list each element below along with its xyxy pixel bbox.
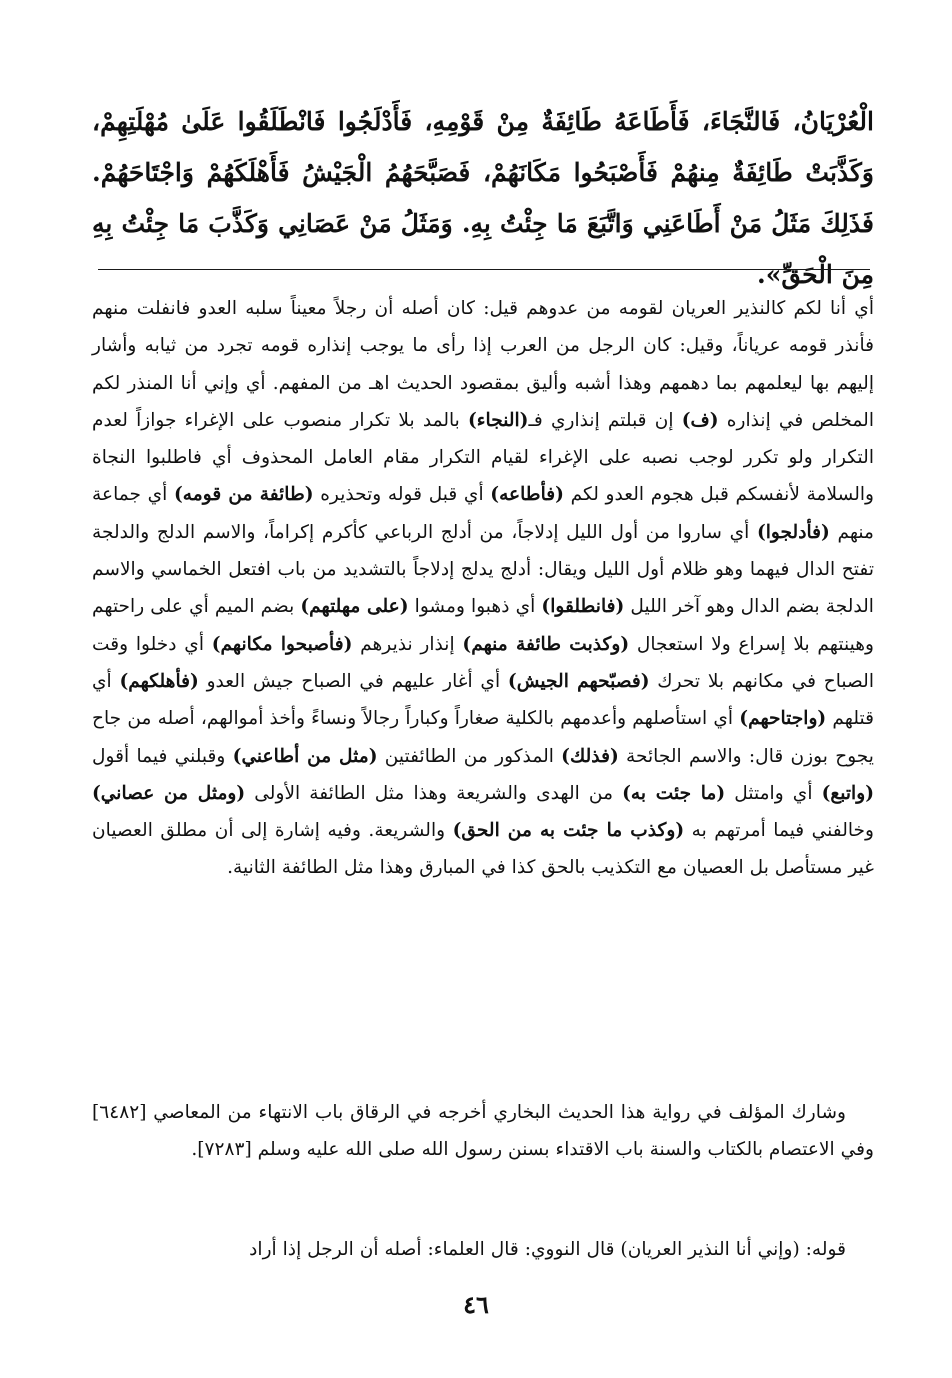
commentary-term: (فأهلكهم) <box>119 670 199 692</box>
commentary-paragraph <box>92 290 874 887</box>
commentary-term: (فأصبحوا مكانهم) <box>211 633 353 655</box>
commentary-term: (وكذب ما جئت به من الحق) <box>452 820 685 842</box>
commentary-segment: وخالفني فيما أمرتهم به <box>684 820 875 842</box>
commentary-segment: أي دخلوا وقت الصباح في مكانهم بلا تحرك <box>92 633 874 692</box>
commentary-term: (فانطلقوا) <box>541 596 625 618</box>
commentary-segment: والشريعة. وفيه إشارة إلى أن مطلق العصيان غير مستأصل بل العصيان مع التكذيب بالحق كذا في المبارق وهذا مثل الطائفة الثانية. <box>92 820 874 879</box>
nawawi-quote-paragraph: قوله: (وإني أنا النذير العريان) قال النووي: قال العلماء: أصله أن الرجل إذا أراد <box>249 1239 846 1260</box>
commentary-segment: أي ذهبوا ومشوا <box>408 596 542 618</box>
commentary-term: (ومثل من عصاني) <box>92 782 246 804</box>
commentary-segment: أي ساروا من أول الليل إدلاجاً، من أدلج الرباعي كأكرم إكراماً، والاسم الدلج والدلجة تفتح الدال فيهما وهو ظلام أول الليل ويقال: أدلج يدلج إدلاجاً بالتشديد من باب افتعل الخماسي والاسم الدلجة بضم الدال وهو آخر الليل <box>92 521 874 618</box>
commentary-term: (ف) <box>681 409 719 431</box>
commentary-segment: وقبلني فيما أقول <box>92 745 233 767</box>
commentary-term: (واجتاحهم) <box>739 708 827 730</box>
commentary-segment: أي أنا لكم كالنذير العريان لقومه من عدوهم قيل: كان أصله أن رجلاً معيناً سلبه العدو فانفلت منهم فأنذر قومه عرياناً، وقيل: كان الرجل من العرب إذا رأى ما يوجب إنذاره قومه تجرد من ثيابه وأشار إليهم بها ليعلمهم بما دهمهم وهذا أشبه وأليق بمقصود الحديث اهـ من المفهم. أي وإني أنا المنذر لكم المخلص في إنذاره <box>92 298 874 431</box>
separator-line <box>98 269 870 270</box>
commentary-term: (فذلك) <box>561 745 619 767</box>
commentary-term: (مثل من أطاعني) <box>232 745 378 767</box>
commentary-term: (طائفة من قومه) <box>173 484 314 506</box>
commentary-segment: أي قبل قوله وتحذيره <box>313 484 491 506</box>
commentary-segment: بالمد بلا تكرار منصوب على الإغراء جوازاً لعدم التكرار ولو تكرر لوجب نصبه على الإغراء لقيام التكرار مقام العامل المحذوف أي فاطلبوا النجاة والسلامة لأنفسكم قبل هجوم العدو لكم <box>92 409 875 506</box>
commentary-term: (فأدلجوا) <box>756 521 830 543</box>
commentary-segment: المذكور من الطائفتين <box>377 745 562 767</box>
commentary-segment: إنذار نذيرهم <box>352 633 463 655</box>
commentary-segment: أي قتلهم <box>92 670 874 730</box>
commentary-term: (وكذبت طائفة منهم) <box>462 633 630 655</box>
commentary-term: (على مهلتهم) <box>300 596 409 618</box>
commentary-term: (ما جئت به) <box>622 782 726 804</box>
page-number: ٤٦ <box>463 1290 489 1319</box>
source-reference-paragraph: وشارك المؤلف في رواية هذا الحديث البخاري أخرجه في الرقاق باب الانتهاء من المعاصي [٦٤٨٢] وفي الاعتصام بالكتاب والسنة باب الاقتداء بسنن رسول الله صلى الله عليه وسلم [٧٢٨٣]. <box>92 1102 874 1161</box>
commentary-segment: بضم الميم أي على راحتهم وهينتهم بلا إسراع ولا استعجال <box>92 596 874 655</box>
commentary-term: (فأطاعه) <box>490 484 564 506</box>
commentary-term: (فصبّحهم الجيش) <box>507 670 650 692</box>
commentary-segment: أي جماعة منهم <box>92 484 874 543</box>
hadith-text: الْعُرْيَانُ، فَالنَّجَاءَ، فَأَطَاعَهُ طَائِفَةٌ مِنْ قَوْمِهِ، فَأَدْلَجُوا فَانْطَلَقُوا عَلَىٰ مُهْلَتِهِمْ، وَكَذَّبَتْ طَائِفَةٌ مِنهُمْ فَأَصْبَحُوا مَكَانَهُمْ، فَصَبَّحَهُمُ الْجَيْشُ فَأَهْلَكَهُمْ وَاجْتَاحَهُمْ. فَذَلِكَ مَثَلُ مَنْ أَطَاعَنِي وَاتَّبَعَ مَا جِئْتُ بِهِ. وَمَثَلُ مَنْ عَصَانِي وَكَذَّبَ مَا جِئْتُ بِهِ مِنَ الْحَقِّ». <box>92 107 874 289</box>
commentary-segment: أي وامتثل <box>725 782 822 804</box>
commentary-term: (واتبع) <box>821 782 875 804</box>
commentary-segment: أي استأصلهم وأعدمهم بالكلية صغاراً وكباراً رجالاً ونساءً وأخذ أموالهم، أصله من جاح يجوح بوزن قال: والاسم الجائحة <box>92 708 874 767</box>
commentary-segment: من الهدى والشريعة وهذا مثل الطائفة الأولى <box>245 782 623 804</box>
commentary-segment: أي أغار عليهم في الصباح جيش العدو <box>198 670 508 692</box>
commentary-segment: إن قبلتم إنذاري فـ <box>528 409 682 431</box>
commentary-term: (النجاء) <box>468 409 529 431</box>
